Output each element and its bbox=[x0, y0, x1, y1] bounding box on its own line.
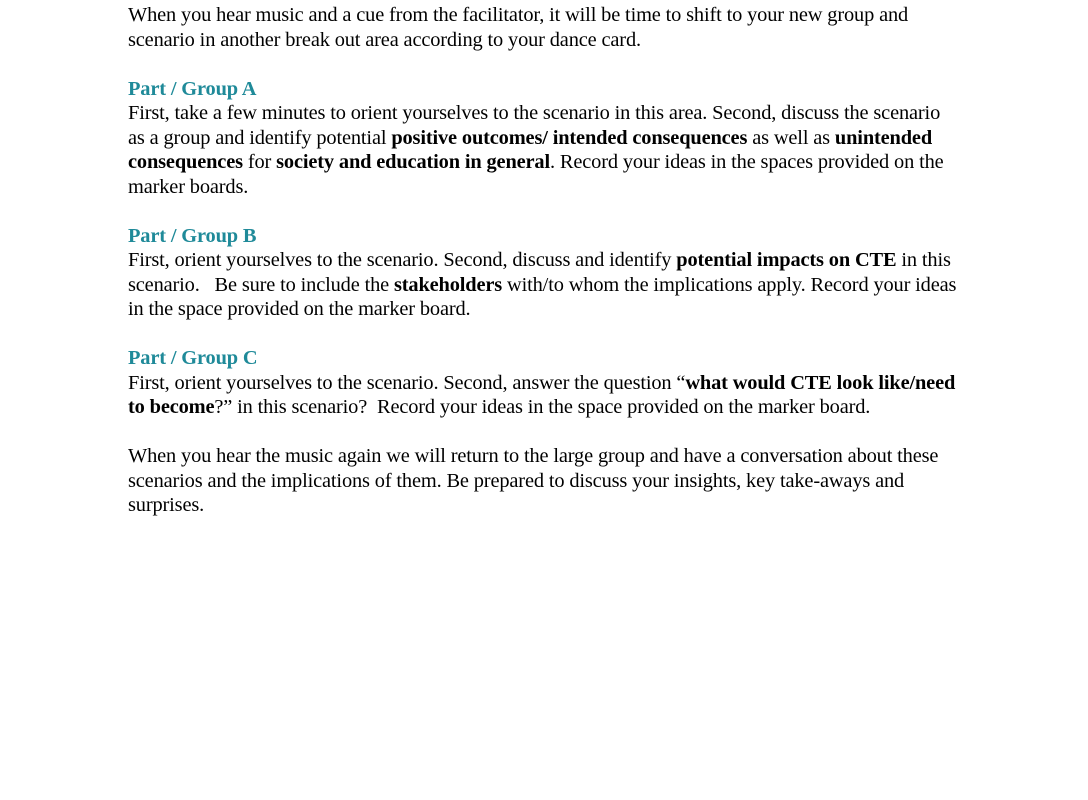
group-c-text-2: ?” in this scenario? Record your ideas in the space provided on the marker board. bbox=[214, 396, 871, 418]
spacer bbox=[128, 52, 960, 77]
group-c-text-1: First, orient yourselves to the scenario. Second, answer the question “ bbox=[128, 371, 686, 394]
group-b-paragraph bbox=[128, 248, 960, 322]
closing-paragraph: When you hear the music again we will return to the large group and have a conversation about these scenarios and the implications of them. Be prepared to discuss your insights, key take-aways and surprises. bbox=[128, 445, 939, 516]
group-a-bold-1: positive outcomes/ intended consequences bbox=[391, 126, 748, 149]
group-a-text-2: as well as bbox=[747, 126, 835, 149]
group-c-paragraph bbox=[128, 371, 960, 420]
group-a-bold-3: society and education in general bbox=[276, 151, 550, 173]
spacer bbox=[128, 199, 960, 224]
group-b-bold-2: stakeholders bbox=[393, 273, 503, 296]
group-b-text-3: with/to whom the implications apply. Record your ideas in the space provided on the marker board. bbox=[128, 273, 957, 320]
intro-paragraph: When you hear music and a cue from the facilitator, it will be time to shift to your new group and scenario in another break out area according to your dance card. bbox=[128, 4, 909, 51]
spacer bbox=[128, 420, 960, 445]
group-a-heading: Part / Group A bbox=[128, 77, 257, 100]
group-b-text-1: First, orient yourselves to the scenario. Second, discuss and identify bbox=[128, 249, 677, 271]
document-page bbox=[128, 3, 960, 518]
group-a-paragraph bbox=[128, 101, 960, 199]
group-a-text-1: First, take a few minutes to orient yourselves to the scenario in this area. Second, discuss the scenario as a group and identify potential bbox=[128, 102, 941, 149]
group-a-text-3: for bbox=[242, 151, 277, 173]
group-a-text-4: . Record your ideas in the spaces provided on the marker boards. bbox=[128, 151, 944, 198]
group-c-bold-1: what would CTE look like/need to become bbox=[128, 371, 956, 418]
group-a-bold-2: unintended consequences bbox=[128, 126, 933, 173]
group-b-heading: Part / Group B bbox=[128, 224, 257, 247]
spacer bbox=[128, 322, 960, 347]
group-b-text-2: in this scenario. Be sure to include the bbox=[128, 249, 956, 296]
group-b-bold-1: potential impacts on CTE bbox=[676, 249, 897, 271]
group-c-heading: Part / Group C bbox=[128, 347, 258, 369]
